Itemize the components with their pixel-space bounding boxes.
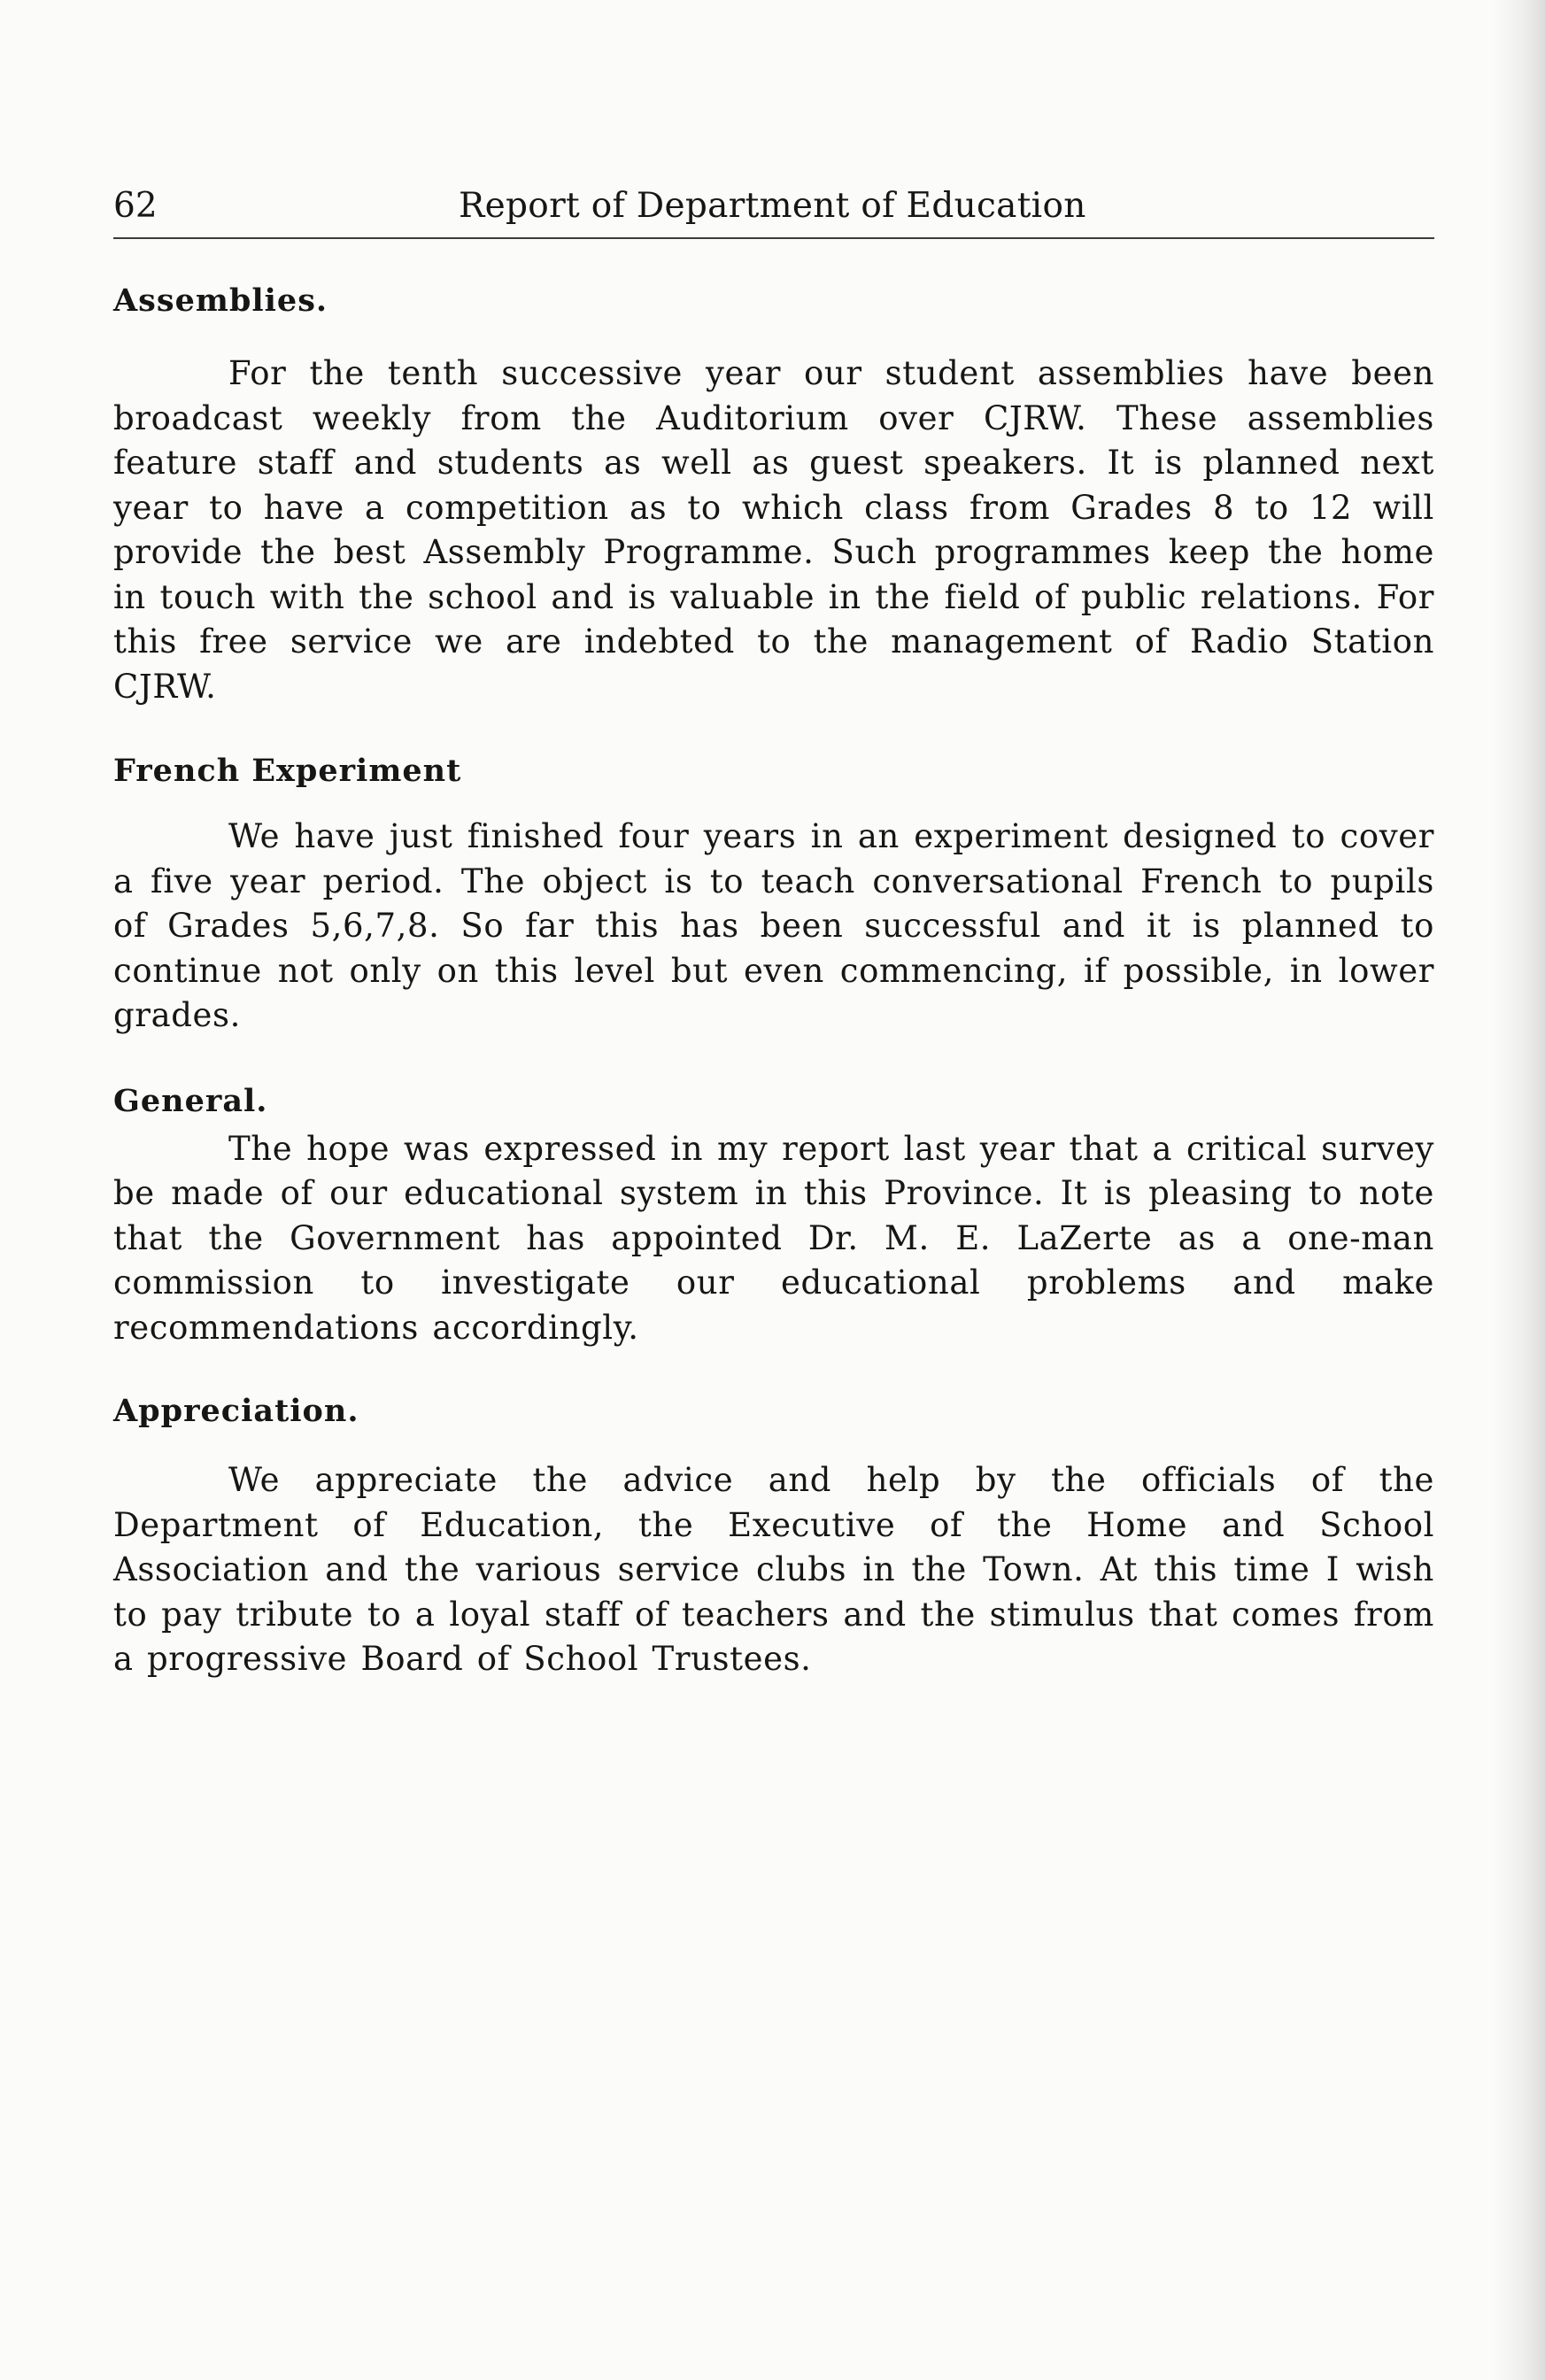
page-edge-shadow bbox=[1492, 0, 1545, 2380]
section-body-general: The hope was expressed in my report last year that a critical survey be made of our educational system in this Province. It is pleasing to note that the Government has appointed Dr. M. E. LaZerte as a one-man commission to investigate our educational problems and make recommendations accordingly. bbox=[113, 1129, 1434, 1347]
section-heading-french-experiment: French Experiment bbox=[113, 753, 462, 789]
section-appreciation bbox=[113, 1389, 1434, 1682]
page-number: 62 bbox=[113, 186, 158, 226]
section-heading-general: General. bbox=[113, 1082, 268, 1119]
page-header bbox=[113, 177, 1434, 230]
section-general bbox=[113, 1079, 1434, 1351]
page-content bbox=[113, 279, 1434, 1682]
section-french-experiment bbox=[113, 749, 1434, 1039]
header-rule bbox=[113, 237, 1434, 239]
section-body-french-experiment: We have just finished four years in an experiment designed to cover a five year period. The object is to teach conversational French to pupils of Grades 5,6,7,8. So far this has been successful and it is planned to continue not only on this level but even commencing, if possible, in lower grades. bbox=[113, 817, 1434, 1034]
section-assemblies bbox=[113, 279, 1434, 709]
section-heading-assemblies: Assemblies. bbox=[113, 282, 328, 319]
section-body-assemblies: For the tenth successive year our student assemblies have been broadcast weekly from the Auditorium over CJRW. These assemblies feature staff and students as well as guest speakers. It is planned next year to have a competition as to which class from Grades 8 to 12 will provide the best Assembly Programme. Such programmes keep the home in touch with the school and is valuable in the field of public relations. For this free service we are indebted to the management of Radio Station CJRW. bbox=[113, 354, 1434, 706]
section-heading-appreciation: Appreciation. bbox=[113, 1393, 359, 1429]
section-body-appreciation: We appreciate the advice and help by the officials of the Department of Education, the Executive of the Home and School Association and the various service clubs in the Town. At this time I wish to pay tribute to a loyal staff of teachers and the stimulus that comes from a progressive Board of School Trustees. bbox=[113, 1461, 1434, 1678]
running-title: Report of Department of Education bbox=[459, 186, 1086, 226]
